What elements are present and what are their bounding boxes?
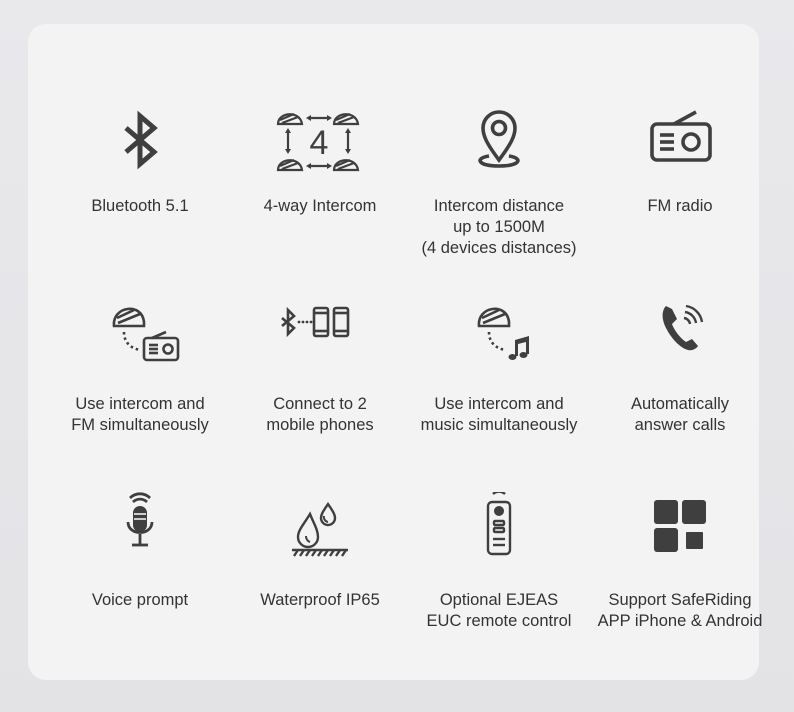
svg-text:4: 4 [309, 124, 329, 162]
microphone-icon [90, 492, 190, 564]
feature-fm-radio [588, 104, 772, 217]
feature-label: Connect to 2 mobile phones [266, 395, 374, 434]
feature-remote-control [407, 492, 591, 632]
two-phones-icon [270, 296, 370, 368]
feature-label: Use intercom and music simultaneously [420, 395, 578, 434]
helmet-radio-icon [90, 296, 190, 368]
feature-auto-answer [588, 296, 772, 436]
feature-label: Intercom distance up to 1500M (4 devices distances) [421, 197, 577, 257]
feature-intercom-distance [407, 104, 591, 259]
feature-label: 4-way Intercom [263, 197, 377, 215]
features-panel [28, 24, 763, 680]
feature-label: Optional EJEAS EUC remote control [426, 591, 572, 630]
radio-icon [630, 104, 730, 176]
feature-bluetooth [48, 104, 232, 217]
feature-label: Waterproof IP65 [260, 591, 380, 609]
app-grid-icon [630, 492, 730, 564]
feature-label: Voice prompt [91, 591, 189, 609]
feature-waterproof [228, 492, 412, 611]
feature-voice-prompt [48, 492, 232, 611]
location-pin-icon [449, 104, 549, 176]
feature-4-way-intercom [228, 104, 412, 217]
feature-intercom-fm [48, 296, 232, 436]
phone-call-icon [630, 296, 730, 368]
feature-label: FM radio [647, 197, 713, 215]
four-way-intercom-icon [270, 104, 370, 176]
water-drops-icon [270, 492, 370, 564]
bluetooth-icon [90, 104, 190, 176]
feature-label: Support SafeRiding APP iPhone & Android [597, 591, 763, 630]
feature-saferiding-app [588, 492, 772, 632]
helmet-music-icon [449, 296, 549, 368]
feature-two-phones [228, 296, 412, 436]
feature-label: Use intercom and FM simultaneously [71, 395, 209, 434]
remote-control-icon [449, 492, 549, 564]
feature-label: Automatically answer calls [630, 395, 730, 434]
feature-label: Bluetooth 5.1 [91, 197, 189, 215]
feature-intercom-music [407, 296, 591, 436]
